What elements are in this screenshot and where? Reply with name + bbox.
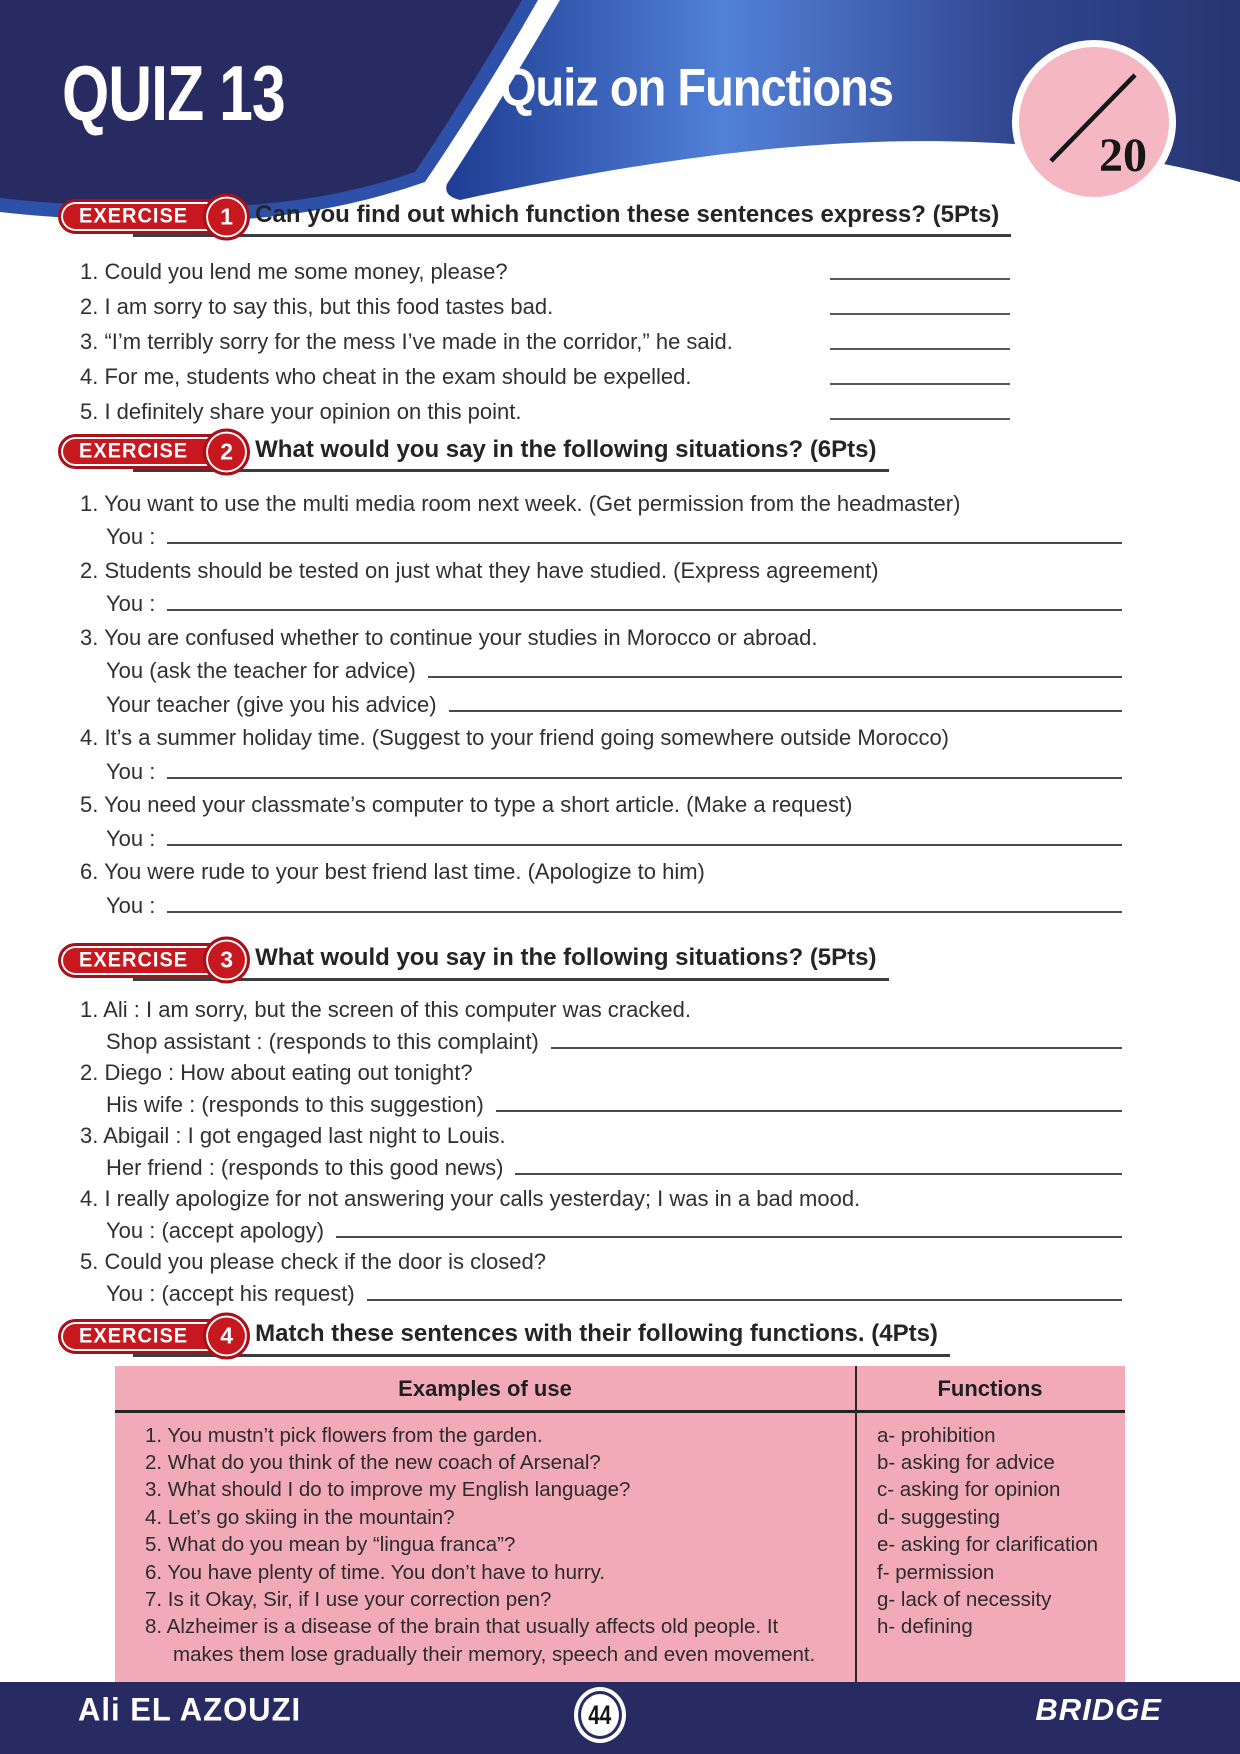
- response-label: You :: [106, 825, 156, 851]
- table-header-functions: Functions: [937, 1375, 1043, 1401]
- response-row: [80, 1149, 1122, 1181]
- page-number: 44: [588, 1699, 612, 1730]
- item-prompt: 1. Ali : I am sorry, but the screen of this computer was cracked.: [80, 997, 691, 1022]
- table-example-cell: 4. Let’s go skiing in the mountain?: [145, 1505, 455, 1529]
- answer-blank-line: [551, 1047, 1122, 1049]
- response-label: You : (accept apology): [106, 1217, 325, 1243]
- response-label: His wife : (responds to this suggestion): [106, 1091, 484, 1117]
- exercise-badge-label: EXERCISE: [79, 1323, 189, 1348]
- table-example-cell: 8. Alzheimer is a disease of the brain that usually affects old people. It makes them lose gradually their memory, speech and even movement.: [145, 1615, 816, 1666]
- score-denominator: 20: [1099, 129, 1147, 182]
- response-label: You :: [106, 591, 156, 616]
- response-label: You : (accept his request): [106, 1280, 355, 1306]
- page-footer: [0, 1682, 1240, 1754]
- answer-blank-line: [496, 1110, 1122, 1112]
- table-function-cell: c- asking for opinion: [877, 1478, 1061, 1502]
- author-name: Ali EL AZOUZI: [78, 1691, 302, 1728]
- exercise-1-title: Can you find out which function these sentences express? (5Pts): [255, 200, 1000, 228]
- table-function-cell: e- asking for clarification: [877, 1533, 1099, 1557]
- exercise-badge-label: EXERCISE: [79, 439, 189, 463]
- item-prompt: 6. You were rude to your best friend last time. (Apologize to him): [80, 859, 705, 884]
- exercise-1-heading: [58, 193, 999, 240]
- table-example-cell: 7. Is it Okay, Sir, if I use your correction pen?: [145, 1587, 552, 1611]
- table-example-cell: 1. You mustn’t pick flowers from the garden.: [145, 1423, 543, 1447]
- answer-blank-line: [336, 1236, 1122, 1238]
- answer-blank-line: [167, 609, 1122, 611]
- page-number-badge: [578, 1691, 622, 1739]
- answer-blank-line: [167, 777, 1122, 779]
- table-function-cell: a- prohibition: [877, 1423, 996, 1447]
- response-row: [80, 651, 1122, 685]
- response-label: You :: [106, 892, 156, 918]
- table-body: [115, 1422, 1125, 1669]
- answer-blank-line: [428, 676, 1122, 678]
- table-example-cell: 6. You have plenty of time. You don’t have to hurry.: [145, 1560, 606, 1584]
- exercise-number-circle: 1: [203, 193, 250, 240]
- answer-blank-line: [449, 710, 1122, 712]
- response-row: [80, 1275, 1122, 1307]
- item-prompt: 2. Diego : How about eating out tonight?: [80, 1060, 473, 1085]
- exercise-2-title: What would you say in the following situations? (6Pts): [255, 435, 877, 463]
- item-prompt: 3. You are confused whether to continue your studies in Morocco or abroad.: [80, 624, 818, 650]
- exercise-1-item: [80, 250, 1010, 285]
- exercise-1-item: [80, 320, 1010, 355]
- exercise-4-section: [80, 1313, 1122, 1683]
- table-examples-column: [115, 1422, 855, 1669]
- answer-blank-line: [830, 348, 1010, 350]
- response-row: [80, 818, 1122, 852]
- table-column-divider: [855, 1366, 857, 1683]
- exercise-1-item: [80, 390, 1010, 425]
- quiz-number-title: QUIZ 13: [62, 51, 285, 138]
- answer-blank-line: [830, 313, 1010, 315]
- response-row: [80, 1023, 1122, 1055]
- exercise-number-circle: 2: [203, 428, 250, 475]
- exercise-badge-label: EXERCISE: [79, 204, 189, 228]
- answer-blank-line: [367, 1299, 1122, 1301]
- table-functions-column: [855, 1422, 1125, 1669]
- item-prompt: 5. Could you please check if the door is closed?: [80, 1249, 546, 1274]
- exercise-number-circle: 3: [203, 937, 250, 984]
- exercise-1-item: [80, 355, 1010, 390]
- score-badge: [1012, 40, 1176, 204]
- response-row: [80, 885, 1122, 919]
- exercise-badge: [58, 1319, 233, 1354]
- response-row: [80, 751, 1122, 785]
- response-row: [80, 517, 1122, 551]
- exercise-3-section: [80, 937, 1122, 1307]
- answer-blank-line: [167, 911, 1122, 913]
- exercise-1-items: [80, 250, 1122, 425]
- table-function-cell: f- permission: [877, 1560, 995, 1584]
- exercise-1-section: [80, 193, 1122, 425]
- matching-table: [115, 1366, 1125, 1683]
- item-prompt: 1. You want to use the multi media room next week. (Get permission from the headmaster): [80, 490, 961, 516]
- exercise-3-title: What would you say in the following situations? (5Pts): [255, 944, 877, 971]
- item-prompt: 4. It’s a summer holiday time. (Suggest to your friend going somewhere outside Morocco): [80, 725, 949, 750]
- item-sentence: 3. “I’m terribly sorry for the mess I’ve made in the corridor,” he said.: [80, 329, 733, 354]
- table-example-cell: 3. What should I do to improve my English language?: [145, 1478, 631, 1502]
- exercise-badge: [58, 199, 233, 234]
- table-function-cell: d- suggesting: [877, 1505, 1001, 1529]
- table-function-cell: h- defining: [877, 1615, 973, 1639]
- exercise-4-title: Match these sentences with their following functions. (4Pts): [255, 1320, 938, 1347]
- response-label: Your teacher (give you his advice): [106, 691, 437, 717]
- answer-blank-line: [830, 278, 1010, 280]
- exercise-badge: [58, 943, 233, 978]
- item-prompt: 3. Abigail : I got engaged last night to Louis.: [80, 1123, 506, 1148]
- item-prompt: 5. You need your classmate’s computer to type a short article. (Make a request): [80, 792, 853, 817]
- response-row: [80, 684, 1122, 718]
- exercise-2-heading: [58, 428, 877, 475]
- exercise-1-item: [80, 285, 1010, 320]
- response-row: [80, 1212, 1122, 1244]
- item-sentence: 4. For me, students who cheat in the exam should be expelled.: [80, 364, 692, 389]
- table-example-cell: 2. What do you think of the new coach of Arsenal?: [145, 1450, 601, 1474]
- table-function-cell: g- lack of necessity: [877, 1587, 1052, 1611]
- brand-name: BRIDGE: [1035, 1692, 1162, 1727]
- item-prompt: 4. I really apologize for not answering your calls yesterday; I was in a bad mood.: [80, 1186, 861, 1211]
- worksheet-body: [0, 193, 1240, 1682]
- exercise-badge: [58, 434, 233, 469]
- exercise-badge-label: EXERCISE: [79, 947, 189, 972]
- item-prompt: 2. Students should be tested on just what they have studied. (Express agreement): [80, 557, 879, 583]
- table-function-cell: b- asking for advice: [877, 1450, 1055, 1474]
- answer-blank-line: [167, 844, 1122, 846]
- response-label: Shop assistant : (responds to this complaint): [106, 1028, 539, 1054]
- item-sentence: 2. I am sorry to say this, but this food tastes bad.: [80, 294, 554, 319]
- table-header-row: [115, 1376, 1125, 1402]
- table-header-rule: [115, 1410, 1125, 1413]
- response-label: You (ask the teacher for advice): [106, 658, 416, 683]
- exercise-2-section: [80, 428, 1122, 919]
- answer-blank-line: [167, 542, 1122, 544]
- table-header-examples: Examples of use: [398, 1375, 572, 1401]
- answer-blank-line: [830, 383, 1010, 385]
- exercise-4-heading: [58, 1313, 938, 1360]
- table-example-cell: 5. What do you mean by “lingua franca”?: [145, 1533, 516, 1557]
- page-title: Quiz on Functions: [500, 57, 893, 117]
- response-label: Her friend : (responds to this good news): [106, 1154, 504, 1180]
- response-row: [80, 584, 1122, 618]
- answer-blank-line: [515, 1173, 1122, 1175]
- response-row: [80, 1086, 1122, 1118]
- item-sentence: 1. Could you lend me some money, please?: [80, 259, 508, 284]
- exercise-2-items: [80, 483, 1122, 919]
- response-label: You :: [106, 758, 156, 784]
- item-sentence: 5. I definitely share your opinion on this point.: [80, 399, 522, 424]
- response-label: You :: [106, 524, 156, 549]
- answer-blank-line: [830, 418, 1010, 420]
- exercise-number-circle: 4: [203, 1313, 250, 1360]
- exercise-3-heading: [58, 937, 877, 984]
- exercise-3-items: [80, 992, 1122, 1307]
